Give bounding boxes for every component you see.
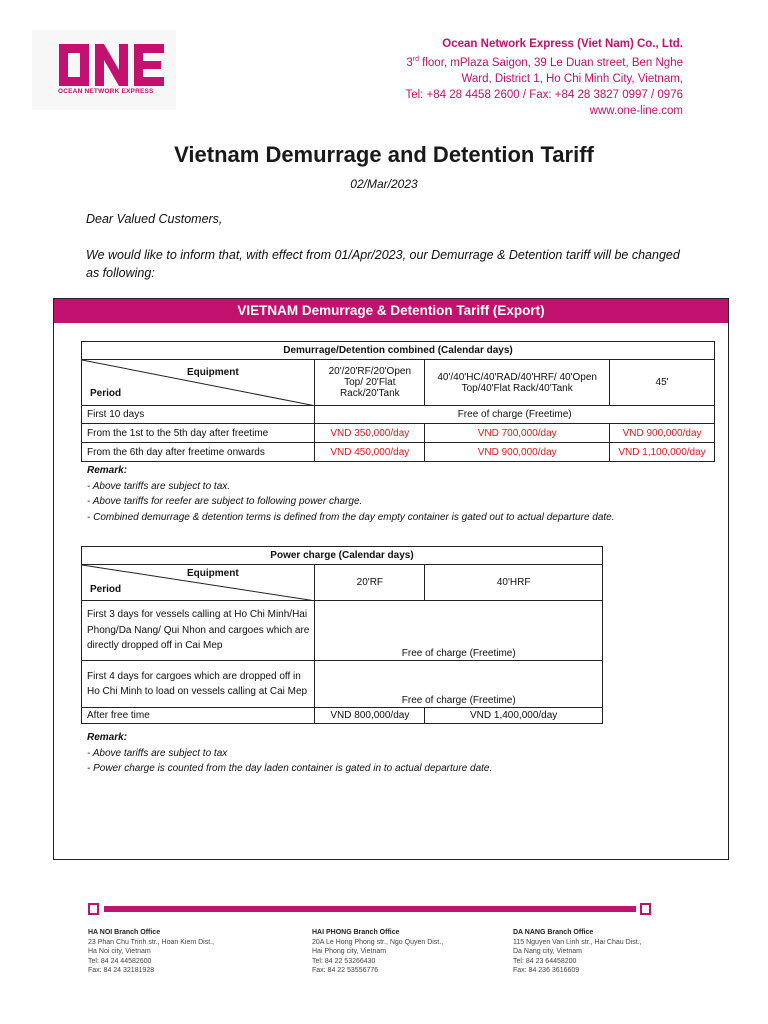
remark-1 — [87, 463, 615, 525]
table2-header-diagonal — [82, 565, 315, 601]
intro-paragraph: We would like to inform that, with effect from 01/Apr/2023, our Demurrage & Detention tariff will be changed as following: — [86, 248, 680, 280]
address-floor: 3 — [406, 56, 413, 69]
office-line: Tel: 84 24 44582600 — [88, 957, 152, 965]
office-line: 115 Nguyen Van Linh str., Hai Chau Dist., — [513, 938, 642, 946]
table1-row2-45ft: VND 900,000/day — [610, 424, 715, 443]
tariff-section — [53, 298, 729, 860]
table2-col-20rf: 20'RF — [315, 565, 425, 601]
office-line: Tel: 84 22 53266430 — [312, 957, 376, 965]
remark-2-line-1: - Above tariffs are subject to tax — [87, 747, 228, 759]
document-title: Vietnam Demurrage and Detention Tariff — [174, 142, 594, 167]
table1-row3-label: From the 6th day after freetime onwards — [82, 443, 315, 462]
table1-row3-40ft: VND 900,000/day — [425, 443, 610, 462]
table2-row3-40hrf: VND 1,400,000/day — [425, 708, 603, 724]
table2-col-40hrf: 40'HRF — [425, 565, 603, 601]
office-haiphong — [312, 928, 443, 976]
table1-header-diagonal — [82, 360, 315, 406]
table1-col-45ft: 45' — [610, 360, 715, 406]
table1-row2-label: From the 1st to the 5th day after freetime — [82, 424, 315, 443]
office-name: HA NOI Branch Office — [88, 929, 161, 936]
period-label: Period — [90, 388, 122, 399]
company-address-1 — [405, 52, 683, 71]
footer-square-right — [640, 903, 651, 915]
remark-2-title: Remark: — [87, 732, 128, 743]
table1-row2-40ft: VND 700,000/day — [425, 424, 610, 443]
equipment-label: Equipment — [187, 367, 239, 378]
office-name: HAI PHONG Branch Office — [312, 929, 400, 936]
table2-row3-20rf: VND 800,000/day — [315, 708, 425, 724]
address-line-1: floor, mPlaza Saigon, 39 Le Duan street, Ben Nghe — [418, 56, 683, 69]
table1-row1-value: Free of charge (Freetime) — [315, 406, 715, 424]
section-title: VIETNAM Demurrage & Detention Tariff (Export) — [54, 299, 728, 323]
footer-bar — [104, 906, 636, 912]
table1-row1-label: First 10 days — [82, 406, 315, 424]
office-line: Tel: 84 23 64458200 — [513, 957, 577, 965]
footer-square-left — [88, 903, 99, 915]
table1-row2-20ft: VND 350,000/day — [315, 424, 425, 443]
company-website[interactable]: www.one-line.com — [589, 104, 683, 117]
company-block — [405, 36, 683, 119]
greeting: Dear Valued Customers, — [86, 212, 223, 226]
office-line: 20A Le Hong Phong str., Ngo Quyen Dist., — [312, 938, 444, 946]
demurrage-table — [81, 341, 715, 462]
table1-col-20ft: 20'/20'RF/20'Open Top/ 20'Flat Rack/20'Tank — [315, 360, 425, 406]
one-logo — [57, 42, 167, 88]
remark-1-line-1: - Above tariffs are subject to tax. — [87, 480, 231, 492]
office-line: Hai Phong city, Vietnam — [312, 948, 387, 955]
address-sup: rd — [412, 56, 419, 63]
logo-subtitle: OCEAN NETWORK EXPRESS — [58, 88, 154, 95]
table1-row3-45ft: VND 1,100,000/day — [610, 443, 715, 462]
period-label: Period — [90, 584, 122, 595]
office-hanoi — [88, 928, 214, 976]
office-line: Da Nang city, Vietnam — [513, 948, 582, 955]
table2-row1-value: Free of charge (Freetime) — [315, 601, 603, 661]
document-date: 02/Mar/2023 — [350, 177, 418, 191]
remark-1-title: Remark: — [87, 465, 128, 476]
remark-1-line-3: - Combined demurrage & detention terms is defined from the day empty container is gated out to actual departure date. — [87, 511, 615, 523]
remark-2 — [87, 730, 492, 777]
power-charge-table — [81, 546, 603, 724]
equipment-label: Equipment — [187, 568, 239, 579]
remark-2-line-2: - Power charge is counted from the day laden container is gated in to actual departure date. — [87, 763, 493, 774]
office-line: 23 Phan Chu Trinh str., Hoan Kiem Dist., — [88, 938, 215, 946]
table2-row1-label: First 3 days for vessels calling at Ho Chi Minh/Hai Phong/Da Nang/ Qui Nhon and cargoes which are directly dropped off in Cai Mep — [82, 601, 315, 661]
office-name: DA NANG Branch Office — [513, 929, 594, 936]
company-name: Ocean Network Express (Viet Nam) Co., Ltd. — [442, 38, 683, 50]
office-line: Fax: 84 22 53556776 — [312, 967, 379, 974]
table1-row3-20ft: VND 450,000/day — [315, 443, 425, 462]
table2-row2-label: First 4 days for cargoes which are dropped off in Ho Chi Minh to load on vessels calling at Cai Mep — [82, 661, 315, 708]
office-line: Fax: 84 24 32181928 — [88, 967, 155, 974]
table1-col-40ft: 40'/40'HC/40'RAD/40'HRF/ 40'Open Top/40'Flat Rack/40'Tank — [425, 360, 610, 406]
table2-row3-label: After free time — [82, 708, 315, 724]
office-line: Ha Noi city, Vietnam — [88, 948, 151, 955]
table2-row2-value: Free of charge (Freetime) — [315, 661, 603, 708]
remark-1-line-2: - Above tariffs for reefer are subject to following power charge. — [87, 496, 363, 507]
office-line: Fax: 84 236 3616609 — [513, 967, 580, 974]
company-phone: Tel: +84 28 4458 2600 / Fax: +84 28 3827 0997 / 0976 — [405, 88, 683, 101]
table1-caption: Demurrage/Detention combined (Calendar days) — [82, 342, 715, 360]
office-danang — [513, 928, 642, 976]
company-address-2: Ward, District 1, Ho Chi Minh City, Vietnam, — [461, 72, 683, 85]
table2-caption: Power charge (Calendar days) — [82, 547, 603, 565]
